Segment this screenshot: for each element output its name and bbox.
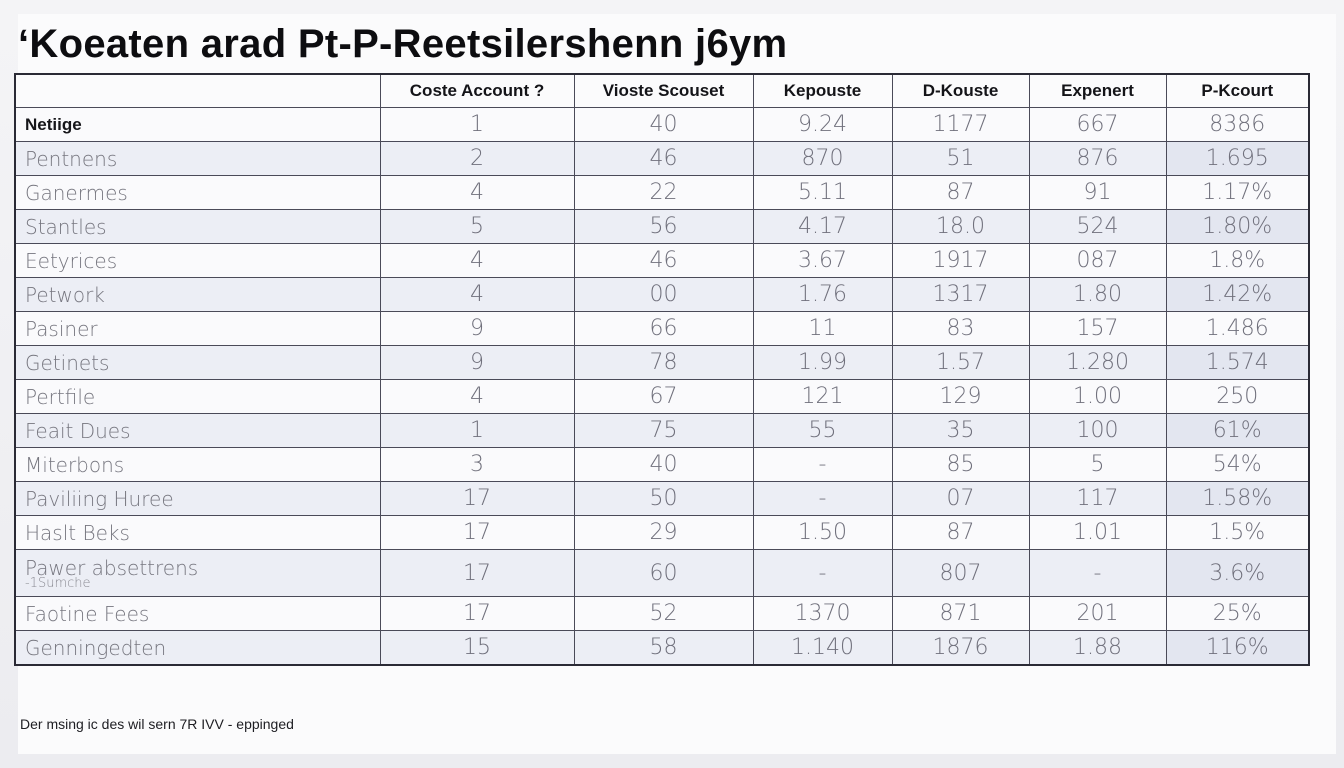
table-cell: 60 — [574, 550, 753, 597]
table-cell: 4.17 — [753, 210, 892, 244]
row-label-text: Netiige — [25, 114, 82, 134]
column-header: Expenert — [1029, 74, 1166, 108]
table-cell: 11 — [753, 312, 892, 346]
table-cell: 8386 — [1166, 108, 1309, 142]
table-cell: 2 — [380, 142, 574, 176]
row-label — [15, 597, 380, 631]
table-cell: 1.5% — [1166, 516, 1309, 550]
column-header: P-Kcourt — [1166, 74, 1309, 108]
row-label — [15, 244, 380, 278]
table-cell: 1.76 — [753, 278, 892, 312]
table-cell: 46 — [574, 142, 753, 176]
row-label-text: Pasiner — [25, 316, 98, 341]
column-header: D-Kouste — [892, 74, 1029, 108]
column-header: Coste Account ? — [380, 74, 574, 108]
table-cell: 66 — [574, 312, 753, 346]
table-row — [15, 346, 1309, 380]
table-cell: 117 — [1029, 482, 1166, 516]
table-cell: 1.486 — [1166, 312, 1309, 346]
table-cell: 83 — [892, 312, 1029, 346]
table-cell: 1876 — [892, 631, 1029, 666]
row-sublabel: -1Sumche — [25, 575, 91, 591]
table-cell: 4 — [380, 278, 574, 312]
table-cell: 07 — [892, 482, 1029, 516]
table-cell: 1.57 — [892, 346, 1029, 380]
table-cell: 807 — [892, 550, 1029, 597]
table-cell: 1317 — [892, 278, 1029, 312]
table-cell: 9 — [380, 346, 574, 380]
table-row — [15, 380, 1309, 414]
table-cell: 52 — [574, 597, 753, 631]
table-cell: 1.99 — [753, 346, 892, 380]
table-cell: 22 — [574, 176, 753, 210]
column-header: Vioste Scouset — [574, 74, 753, 108]
table-cell: 1.00 — [1029, 380, 1166, 414]
table-row — [15, 448, 1309, 482]
table-cell: 1.80% — [1166, 210, 1309, 244]
table-cell: 1.58% — [1166, 482, 1309, 516]
table-cell: 870 — [753, 142, 892, 176]
row-label-text: Genningedten — [25, 635, 167, 660]
table-cell: 100 — [1029, 414, 1166, 448]
row-label — [15, 631, 380, 666]
table-cell: 667 — [1029, 108, 1166, 142]
table-cell: 1.695 — [1166, 142, 1309, 176]
table-cell: 9 — [380, 312, 574, 346]
table-cell: 87 — [892, 516, 1029, 550]
table-cell: 51 — [892, 142, 1029, 176]
table-cell: 871 — [892, 597, 1029, 631]
table-row — [15, 550, 1309, 597]
row-label-text: Haslt Beks — [25, 520, 130, 545]
table-cell: 58 — [574, 631, 753, 666]
table-cell: 4 — [380, 244, 574, 278]
table-cell: 3.6% — [1166, 550, 1309, 597]
table-cell: - — [753, 482, 892, 516]
table-cell: 1917 — [892, 244, 1029, 278]
row-label-text: Pertfile — [25, 384, 96, 409]
table-cell: 201 — [1029, 597, 1166, 631]
table-cell: 3.67 — [753, 244, 892, 278]
row-label-text: Stantles — [25, 214, 107, 239]
table-row — [15, 482, 1309, 516]
row-label — [15, 210, 380, 244]
row-label — [15, 108, 380, 142]
table-row — [15, 516, 1309, 550]
table-cell: 40 — [574, 448, 753, 482]
row-label-text: Pentnens — [25, 146, 118, 171]
row-label-text: Feait Dues — [25, 418, 131, 443]
table-cell: 46 — [574, 244, 753, 278]
table-cell: 5.11 — [753, 176, 892, 210]
table-cell: 61% — [1166, 414, 1309, 448]
row-label — [15, 176, 380, 210]
row-label-text: Faotine Fees — [25, 601, 150, 626]
table-cell: 15 — [380, 631, 574, 666]
row-label-text: Paviliing Huree — [25, 486, 174, 511]
table-cell: 129 — [892, 380, 1029, 414]
table-row — [15, 244, 1309, 278]
table-cell: 1.80 — [1029, 278, 1166, 312]
table-cell: 55 — [753, 414, 892, 448]
table-cell: 524 — [1029, 210, 1166, 244]
table-cell: 50 — [574, 482, 753, 516]
table-cell: 54% — [1166, 448, 1309, 482]
table-cell: 157 — [1029, 312, 1166, 346]
table-cell: 9.24 — [753, 108, 892, 142]
row-label — [15, 482, 380, 516]
table-cell: 3 — [380, 448, 574, 482]
table-cell: 29 — [574, 516, 753, 550]
table-cell: 1.140 — [753, 631, 892, 666]
row-label-text: Getinets — [25, 350, 110, 375]
table-cell: 67 — [574, 380, 753, 414]
table-row — [15, 108, 1309, 142]
row-label — [15, 414, 380, 448]
row-label-text: Petwork — [25, 282, 105, 307]
table-cell: 5 — [380, 210, 574, 244]
table-cell: 17 — [380, 516, 574, 550]
table-cell: 5 — [1029, 448, 1166, 482]
row-label — [15, 380, 380, 414]
data-table-container — [14, 73, 1308, 666]
table-row — [15, 278, 1309, 312]
row-label-text: Eetyrices — [25, 248, 118, 273]
table-cell: 1.280 — [1029, 346, 1166, 380]
table-cell: 121 — [753, 380, 892, 414]
table-row — [15, 414, 1309, 448]
row-label-text: Ganermes — [25, 180, 128, 205]
table-cell: 1 — [380, 414, 574, 448]
table-cell: 1.17% — [1166, 176, 1309, 210]
row-label — [15, 312, 380, 346]
row-label — [15, 278, 380, 312]
table-row — [15, 597, 1309, 631]
table-cell: 00 — [574, 278, 753, 312]
table-cell: 78 — [574, 346, 753, 380]
table-cell: 1370 — [753, 597, 892, 631]
table-cell: 1.8% — [1166, 244, 1309, 278]
table-cell: 087 — [1029, 244, 1166, 278]
table-cell: 1.42% — [1166, 278, 1309, 312]
table-cell: 1 — [380, 108, 574, 142]
table-cell: - — [753, 448, 892, 482]
table-cell: - — [753, 550, 892, 597]
table-cell: 40 — [574, 108, 753, 142]
footnote: Der msing ic des wil sern 7R IVV - eppinged — [20, 716, 294, 732]
table-cell: 35 — [892, 414, 1029, 448]
row-label-text: Pawer absettrens — [25, 555, 199, 580]
row-label — [15, 346, 380, 380]
table-cell: 250 — [1166, 380, 1309, 414]
table-cell: 17 — [380, 482, 574, 516]
table-cell: 876 — [1029, 142, 1166, 176]
table-cell: 17 — [380, 550, 574, 597]
table-cell: 4 — [380, 380, 574, 414]
table-row — [15, 210, 1309, 244]
table-cell: 1.01 — [1029, 516, 1166, 550]
column-header: Kepouste — [753, 74, 892, 108]
data-table — [14, 73, 1310, 666]
table-cell: 18.0 — [892, 210, 1029, 244]
table-cell: 1177 — [892, 108, 1029, 142]
table-row — [15, 312, 1309, 346]
table-cell: 25% — [1166, 597, 1309, 631]
table-row — [15, 631, 1309, 666]
table-header-row — [15, 74, 1309, 108]
table-row — [15, 176, 1309, 210]
column-header — [15, 74, 380, 108]
row-label — [15, 142, 380, 176]
row-label — [15, 448, 380, 482]
table-cell: 4 — [380, 176, 574, 210]
table-cell: 56 — [574, 210, 753, 244]
row-label — [15, 516, 380, 550]
table-cell: - — [1029, 550, 1166, 597]
document-title: ‘Koeaten arad Pt-P-Reetsilershenn j6ym — [18, 22, 788, 66]
row-label — [15, 550, 380, 597]
table-cell: 75 — [574, 414, 753, 448]
table-cell: 1.88 — [1029, 631, 1166, 666]
table-cell: 17 — [380, 597, 574, 631]
table-row — [15, 142, 1309, 176]
table-cell: 116% — [1166, 631, 1309, 666]
table-cell: 87 — [892, 176, 1029, 210]
table-cell: 91 — [1029, 176, 1166, 210]
table-cell: 1.50 — [753, 516, 892, 550]
table-cell: 85 — [892, 448, 1029, 482]
row-label-text: Miterbons — [25, 452, 125, 477]
table-cell: 1.574 — [1166, 346, 1309, 380]
